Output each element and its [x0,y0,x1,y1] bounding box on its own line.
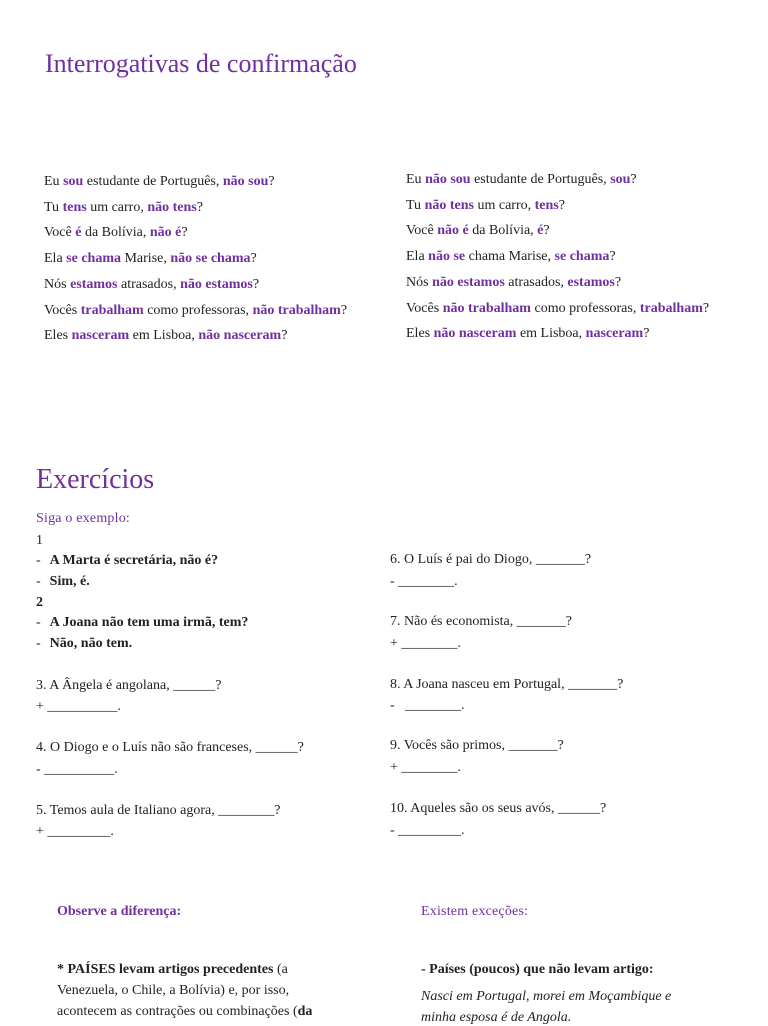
sentence-text: em Lisboa, [129,328,199,344]
sentence-text: ? [630,172,637,187]
observe-text: acontecem as contrações ou combinações ( [57,1004,298,1019]
exercise-answer-line: - __________. [36,762,118,777]
observe-paragraph-line [57,962,288,978]
sentence-text: Marise, [120,251,171,267]
sentence-row [44,174,275,190]
exceptions-subheading: - Países (poucos) que não levam artigo: [421,962,654,977]
page-title: Interrogativas de confirmação [45,49,357,78]
sentence-text: em Lisboa, [516,326,586,342]
sentence-text: Vocês [44,302,81,318]
sentence-row [406,326,649,342]
sentence-text: Tu [406,197,425,213]
verb-highlight: não trabalham [442,300,531,316]
observe-text: (a [273,962,288,977]
observe-bold-text: da [297,1004,313,1019]
exercises-title: Exercícios [36,464,155,495]
sentence-row [44,200,203,216]
verb-highlight: não é [149,225,182,241]
sentence-text: ? [281,328,288,344]
verb-highlight: tens [534,197,559,213]
sentence-row [406,275,621,291]
sentence-text: ? [609,249,616,265]
verb-highlight: não nasceram [433,326,517,342]
exceptions-example-line: Nasci em Portugal, morei em Moçambique e [421,989,672,1004]
sentence-text: ? [268,174,275,189]
example-question-text: A Joana não tem uma irmã, tem? [49,615,249,630]
verb-highlight: não se [428,249,466,265]
example-answer [36,574,90,590]
example-answer-text: Não, não tem. [49,636,133,651]
sentence-text: atrasados, [117,276,181,292]
dash: - [36,615,41,630]
sentence-text: Você [44,225,76,241]
sentence-text: como professoras, [143,302,253,318]
verb-highlight: não é [437,223,469,239]
sentence-text: um carro, [473,197,535,213]
observe-heading: Observe a diferença: [57,904,182,919]
verb-highlight: não estamos [432,274,505,290]
sentence-text: estudante de Português, [83,174,223,189]
sentence-text: Nós [44,276,71,292]
exercise-question: 10. Aqueles são os seus avós, ______? [390,801,607,816]
exercises-instruction: Siga o exemplo: [36,511,130,526]
example-number: 2 [36,595,43,610]
sentence-text: Eu [406,172,426,187]
verb-highlight: não estamos [180,276,253,292]
sentence-text: ? [702,300,710,316]
sentence-text: ? [543,223,550,239]
exercise-question: 8. A Joana nasceu em Portugal, _______? [390,677,624,692]
example-question [36,615,248,631]
sentence-text: atrasados, [504,274,568,290]
verb-highlight: não sou [222,174,269,189]
sentence-text: Eles [406,326,434,342]
exceptions-heading: Existem exceções: [421,904,529,919]
observe-paragraph-line: Venezuela, o Chile, a Bolívia) e, por isso, [57,983,290,998]
exercise-answer-line: + ________. [390,760,461,775]
sentence-text: Eles [44,328,72,344]
sentence-text: Eu [44,174,64,189]
verb-highlight: se chama [554,249,610,265]
exercise-question: 3. A Ângela é angolana, ______? [36,678,222,693]
verb-highlight: não trabalham [252,302,341,318]
exercise-answer-line: + __________. [36,699,121,714]
sentence-text: chama Marise, [465,249,555,265]
sentence-row [406,172,637,188]
example-answer-text: Sim, é. [49,574,90,589]
exercise-answer-line: + _________. [36,824,114,839]
exercise-question: 4. O Diogo e o Luís não são franceses, ______? [36,740,304,755]
sentence-text: Você [406,223,438,239]
verb-highlight: não tens [147,199,197,215]
sentence-text: da Bolívia, [81,225,150,241]
sentence-row [44,251,257,267]
verb-highlight: sou [63,174,84,189]
exercise-answer-line: + ________. [390,636,461,651]
example-question [36,553,218,569]
sentence-text: ? [643,326,650,342]
sentence-row [44,277,259,293]
sentence-text: Ela [44,251,67,267]
sentence-text: estudante de Português, [470,172,611,187]
exercise-question: 9. Vocês são primos, _______? [390,738,564,753]
exercise-question: 7. Não és economista, _______? [390,614,572,629]
verb-highlight: sou [610,172,631,187]
sentence-text: ? [181,225,188,241]
observe-paragraph-line [57,1004,312,1020]
sentence-row [44,225,188,241]
sentence-text: ? [340,302,348,318]
verb-highlight: não sou [425,172,471,187]
example-question-text: A Marta é secretária, não é? [49,553,219,568]
sentence-row [406,301,709,317]
sentence-text: da Bolívia, [468,223,538,239]
exercise-answer-line: - ________. [390,574,458,589]
verb-highlight: não se chama [170,251,251,267]
sentence-text: Ela [406,249,429,265]
sentence-text: Nós [406,274,433,290]
dash: - [36,553,41,568]
sentence-row [44,303,347,319]
dash: - [36,636,41,651]
sentence-row [406,198,565,214]
sentence-text: como professoras, [530,300,640,316]
example-answer [36,636,132,652]
sentence-row [44,328,287,344]
verb-highlight: se chama [66,251,121,267]
sentence-row [406,249,616,265]
sentence-text: Vocês [406,300,443,316]
exercise-answer-line: - ________. [390,698,465,713]
verb-highlight: é [537,223,544,239]
dash: - [36,574,41,589]
verb-highlight: trabalham [80,302,144,318]
sentence-text: um carro, [86,199,148,215]
verb-highlight: não tens [424,197,474,213]
verb-highlight: é [75,225,82,241]
verb-highlight: tens [62,199,87,215]
exercise-answer-line: - _________. [390,823,465,838]
sentence-text: Tu [44,199,63,215]
exercise-question: 5. Temos aula de Italiano agora, ________? [36,803,281,818]
sentence-text: ? [558,197,565,213]
verb-highlight: estamos [70,276,118,292]
sentence-text: ? [196,199,203,215]
sentence-text: ? [250,251,257,267]
example-number: 1 [36,533,43,548]
exercise-question: 6. O Luís é pai do Diogo, _______? [390,552,592,567]
exceptions-example-line: minha esposa é de Angola. [421,1010,572,1025]
verb-highlight: estamos [567,274,615,290]
sentence-text: ? [614,274,622,290]
sentence-row [406,223,550,239]
sentence-text: ? [252,276,260,292]
verb-highlight: trabalham [639,300,703,316]
observe-bold-text: * PAÍSES levam artigos precedentes [57,962,274,977]
verb-highlight: não nasceram [198,328,282,344]
verb-highlight: nasceram [71,328,130,344]
verb-highlight: nasceram [585,326,644,342]
